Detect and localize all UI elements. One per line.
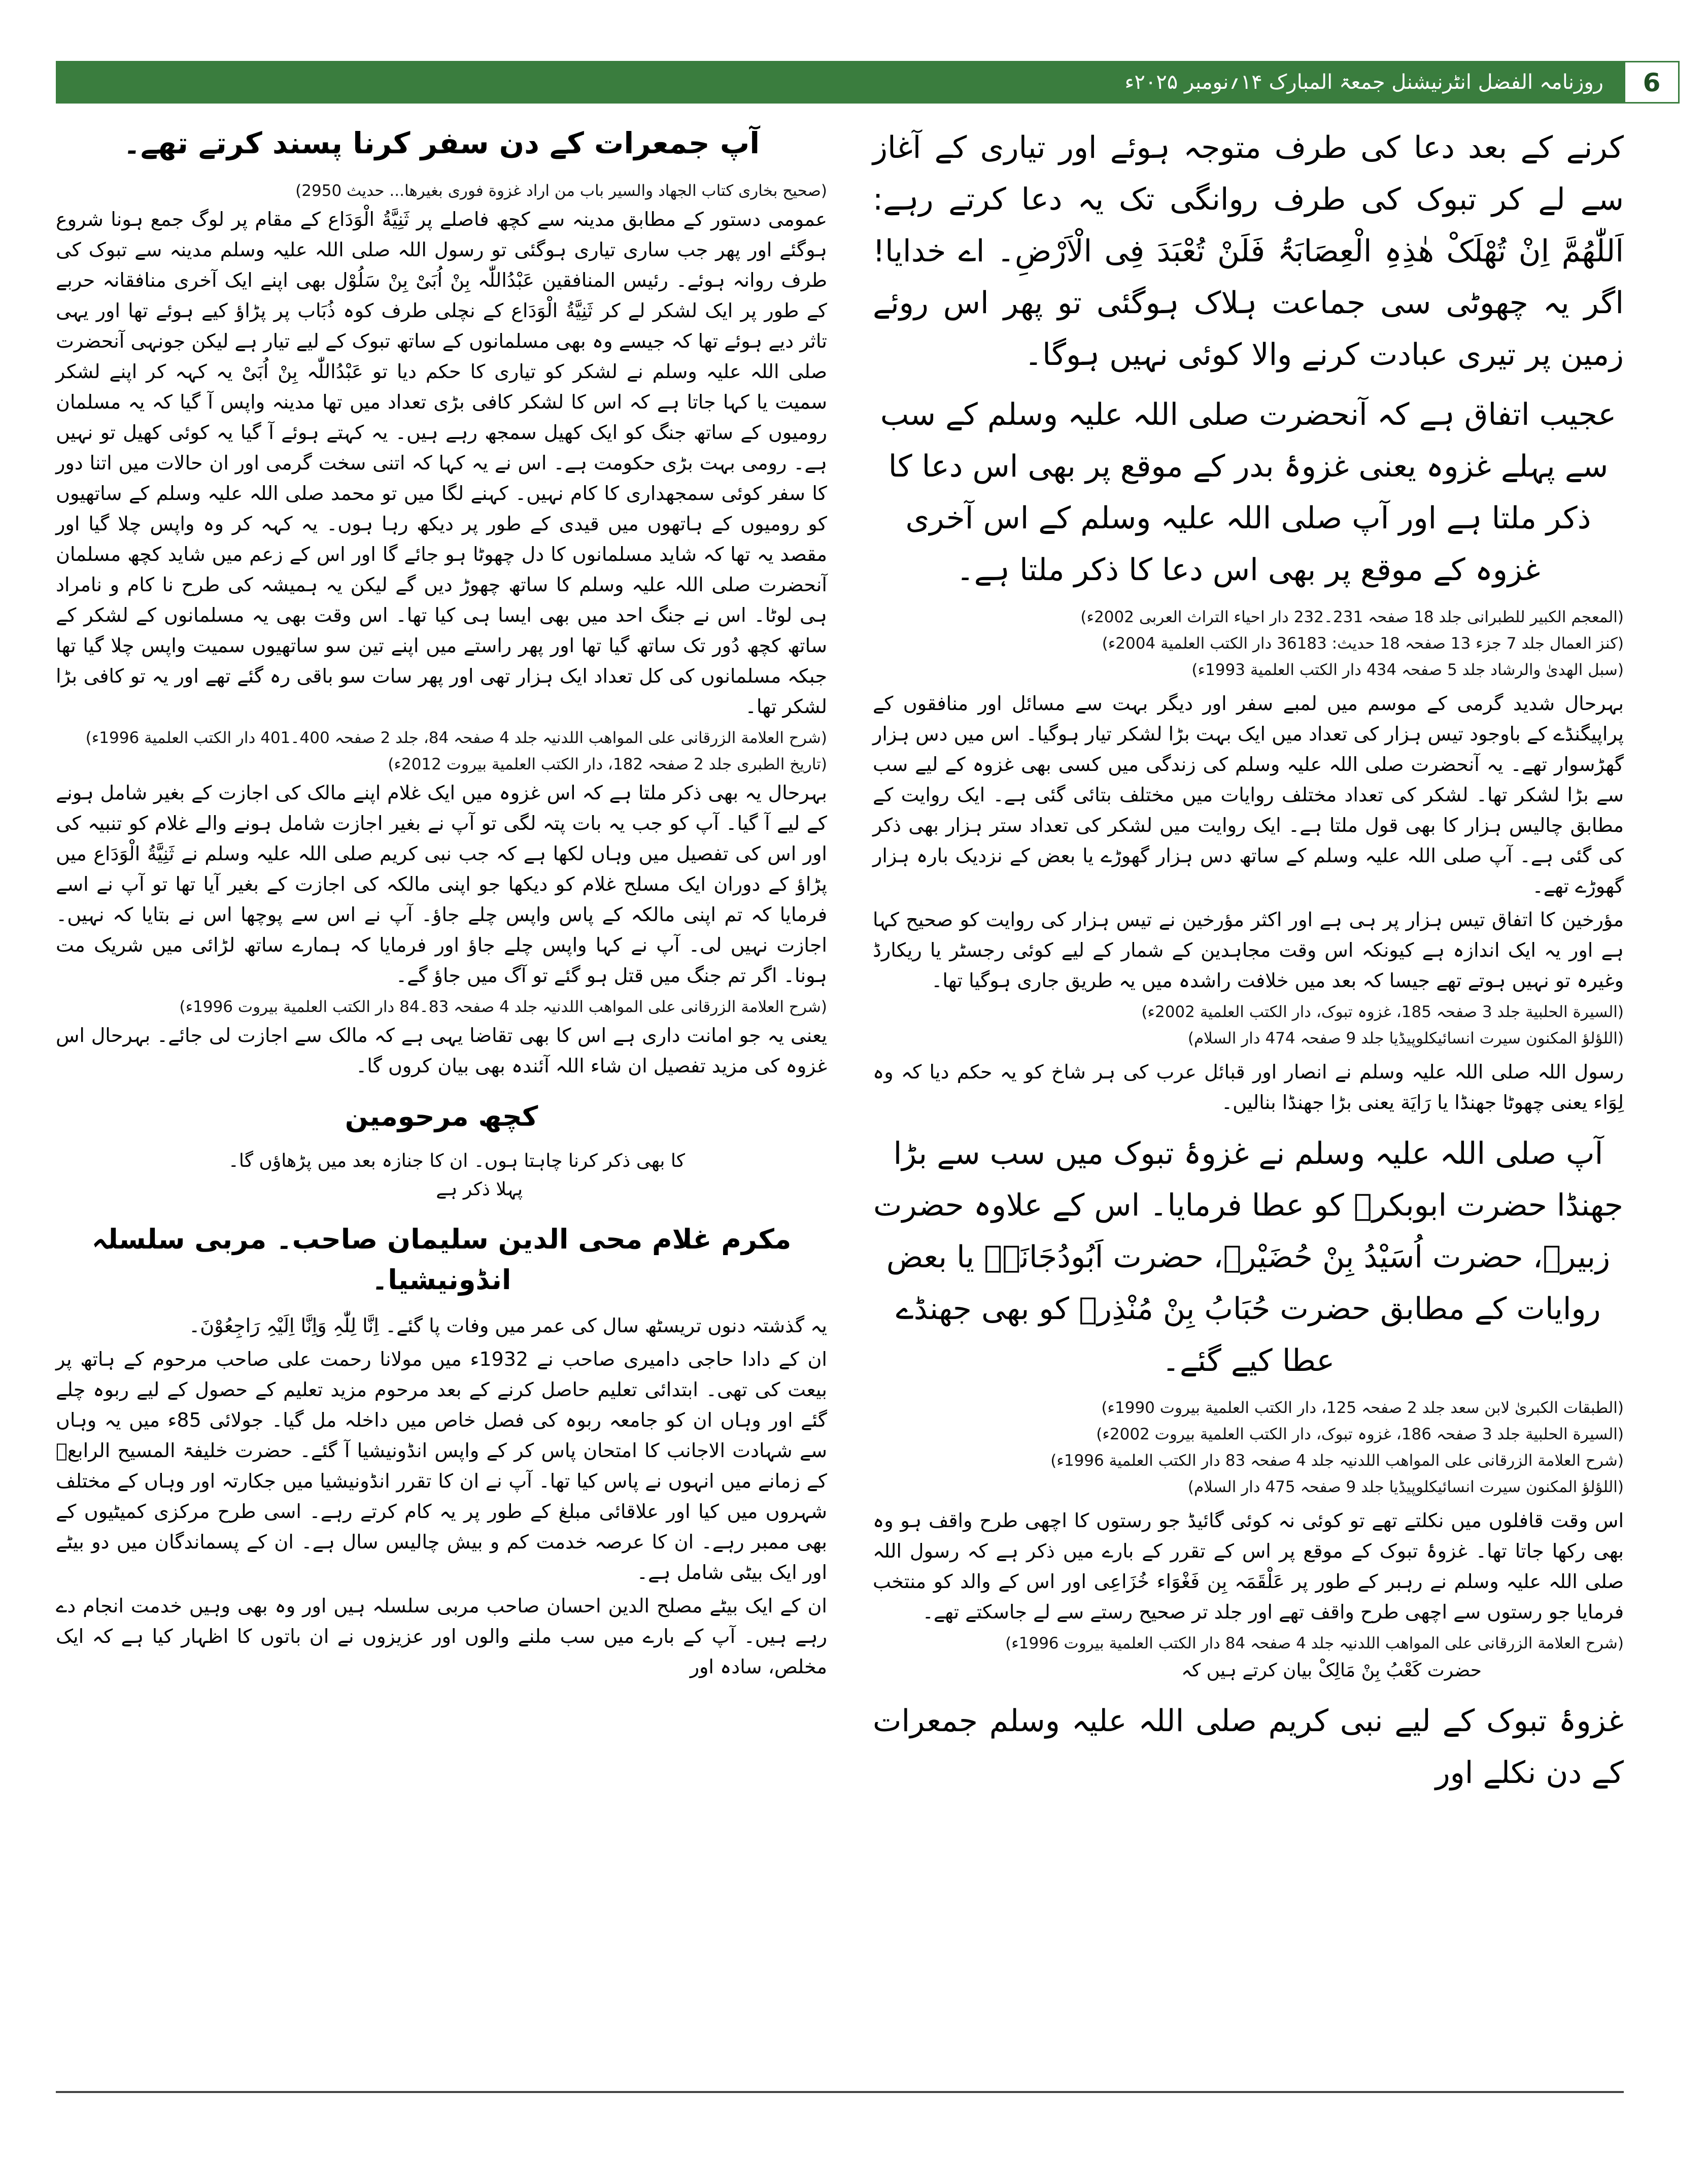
right-column bbox=[873, 122, 1624, 2076]
reference: (صحیح بخاری کتاب الجھاد والسیر باب من اراد غزوة فوری بغیرھا... حدیث 2950) bbox=[295, 182, 827, 200]
body-paragraph: حضرت کَعْبُ بِنْ مَالِکْ بیان کرتے ہیں کہ bbox=[1181, 1660, 1482, 1681]
reference: (شرح العلامة الزرقانی علی المواھب اللدنیہ جلد 4 صفحہ 83 دار الکتب العلمیة 1996ء) bbox=[1050, 1452, 1624, 1470]
reference: (السیرة الحلبیة جلد 3 صفحہ 186، غزوہ تبوک، دار الکتب العلمیة بیروت 2002ء) bbox=[1096, 1425, 1624, 1443]
body-paragraph: کا بھی ذکر کرنا چاہتا ہوں۔ ان کا جنازہ بعد میں پڑھاؤں گا۔ bbox=[228, 1151, 685, 1171]
reference: (اللؤلؤ المکنون سیرت انسائیکلوپیڈیا جلد 9 صفحہ 474 دار السلام) bbox=[1187, 1029, 1624, 1048]
body-paragraph: مؤرخین کا اتفاق تیس ہزار پر ہی ہے اور اکثر مؤرخین نے تیس ہزار کی روایت کو صحیح کہا ہے اور یہ ایک اندازہ ہے کیونکہ اس وقت مجاہدین کے شمار کے لیے کوئی رجسٹر یا ریکارڈ وغیرہ تو نہیں ہوتے تھے جیسا کہ بعد میں خلافت راشدہ میں یہ طریق جاری ہوگیا تھا۔ bbox=[873, 908, 1624, 992]
lead-paragraph: عجیب اتفاق ہے کہ آنحضرت صلی اللہ علیہ وسلم کے سب سے پہلے غزوہ یعنی غزوۂ بدر کے موقع پر بھی اس دعا کا ذکر ملتا ہے اور آپ صلی اللہ علیہ وسلم کے اس آخری غزوہ کے موقع پر بھی اس دعا کا ذکر ملتا ہے۔ bbox=[880, 397, 1617, 588]
reference: (شرح العلامة الزرقانی علی المواھب اللدنیہ جلد 4 صفحہ 83۔84 دار الکتب العلمیة بیروت 1996ء) bbox=[179, 998, 827, 1016]
obituary-heading: مکرم غلام محی الدین سلیمان صاحب۔ مربی سلسلہ انڈونیشیا۔ bbox=[91, 1223, 792, 1296]
section-heading: کچھ مرحومین bbox=[345, 1100, 538, 1132]
reference: (شرح العلامة الزرقانی علی المواھب اللدنیہ جلد 4 صفحہ 84 دار الکتب العلمیة بیروت 1996ء) bbox=[1005, 1634, 1624, 1653]
reference: (شرح العلامة الزرقانی علی المواھب اللدنیہ جلد 4 صفحہ 84، جلد 2 صفحہ 400۔401 دار الکتب العلمیة 1996ء) bbox=[85, 729, 827, 747]
section-heading: آپ جمعرات کے دن سفر کرنا پسند کرتے تھے۔ bbox=[123, 126, 760, 160]
reference: (الطبقات الکبریٰ لابن سعد جلد 2 صفحہ 125، دار الکتب العلمیة بیروت 1990ء) bbox=[1101, 1399, 1624, 1417]
reference: (سبل الھدیٰ والرشاد جلد 5 صفحہ 434 دار الکتب العلمیة 1993ء) bbox=[1191, 661, 1624, 679]
reference: (السیرة الحلبیة جلد 3 صفحہ 185، غزوہ تبوک، دار الکتب العلمیة 2002ء) bbox=[1141, 1003, 1624, 1021]
body-paragraph: بہرحال یہ بھی ذکر ملتا ہے کہ اس غزوہ میں ایک غلام اپنے مالک کی اجازت کے بغیر شامل ہونے کے لیے آ گیا۔ آپ کو جب یہ بات پتہ لگی تو آپ نے بغیر اجازت شامل ہونے والے غلام کو تنبیہ کی اور اس کی تفصیل میں وہاں لکھا ہے کہ جب نبی کریم صلی اللہ علیہ وسلم نے ثَنِیَّةُ الْوَدَاع میں پڑاؤ کے دوران ایک مسلح غلام کو دیکھا جو اپنی مالکہ کی اجازت کے بغیر آیا تھا تو آپ نے اسے فرمایا کہ تم اپنی مالکہ کے پاس واپس چلے جاؤ۔ آپ نے اس سے پوچھا اس نے بتایا کہ نہیں۔ اجازت نہیں لی۔ آپ نے کہا واپس چلے جاؤ اور فرمایا کہ ہمارے ساتھ لڑائی میں شریک مت ہونا۔ اگر تم جنگ میں قتل ہو گئے تو آگ میں جاؤ گے۔ bbox=[56, 782, 827, 987]
reference: (اللؤلؤ المکنون سیرت انسائیکلوپیڈیا جلد 9 صفحہ 475 دار السلام) bbox=[1187, 1478, 1624, 1496]
lead-paragraph: آپ صلی اللہ علیہ وسلم نے غزوۂ تبوک میں سب سے بڑا جھنڈا حضرت ابوبکرؓ کو عطا فرمایا۔ اس کے علاوہ حضرت زبیرؓ، حضرت اُسَیْدُ بِنْ حُضَیْرؓ، حضرت اَبُودُجَانَہؓ یا بعض روایات کے مطابق حضرت حُبَابُ بِنْ مُنْذِرؓ کو بھی جھنڈے عطا کیے گئے۔ bbox=[873, 1136, 1623, 1378]
bottom-rule bbox=[56, 2091, 1624, 2093]
body-paragraph: رسول اللہ صلی اللہ علیہ وسلم نے انصار اور قبائل عرب کی ہر شاخ کو یہ حکم دیا کہ وہ لِوَاء یعنی چھوٹا جھنڈا یا رَایَة یعنی بڑا جھنڈا بنالیں۔ bbox=[873, 1061, 1624, 1114]
page-number: 6 bbox=[1624, 61, 1680, 104]
body-paragraph: اس وقت قافلوں میں نکلتے تھے تو کوئی نہ کوئی گائیڈ جو رستوں کا اچھی طرح واقف ہو وہ بھی رکھا جاتا تھا۔ غزوۂ تبوک کے موقع پر اس کے تقرر کے بارے میں ذکر ہے کہ رسول اللہ صلی اللہ علیہ وسلم نے رہبر کے طور پر عَلْقَمَہ بِن فَغْوَاء خُزَاعِی اور اس کے والد کو منتخب فرمایا جو رستوں سے اچھی طرح واقف تھے اور جلد تر صحیح رستے سے لے جاسکتے تھے۔ bbox=[873, 1509, 1624, 1623]
lead-paragraph: غزوۂ تبوک کے لیے نبی کریم صلی اللہ علیہ وسلم جمعرات کے دن نکلے اور bbox=[873, 1703, 1624, 1791]
header-bar bbox=[56, 61, 1661, 104]
newspaper-header-title: روزنامہ الفضل انٹرنیشنل جمعۃ المبارک ۱۴؍نومبر ۲۰۲۵ء bbox=[1124, 71, 1603, 94]
body-paragraph: یعنی یہ جو امانت داری ہے اس کا بھی تقاضا یہی ہے کہ مالک سے اجازت لی جائے۔ بہرحال اس غزوہ کی مزید تفصیل ان شاء اللہ آئندہ بھی بیان کروں گا۔ bbox=[56, 1024, 827, 1077]
left-column bbox=[56, 122, 827, 2076]
reference: (المعجم الکبیر للطبرانی جلد 18 صفحہ 231۔232 دار احیاء التراث العربی 2002ء) bbox=[1080, 608, 1624, 626]
body-paragraph: عمومی دستور کے مطابق مدینہ سے کچھ فاصلے پر ثَنِیَّةُ الْوَدَاع کے مقام پر لوگ جمع ہونا شروع ہوگئے اور پھر جب ساری تیاری ہوگئی تو رسول اللہ صلی اللہ علیہ وسلم مدینہ سے تبوک کی طرف روانہ ہوئے۔ رئیس المنافقین عَبْدُاللّٰہ بِنْ اُبَیْ بِنْ سَلُوْل بھی اپنے ایک آخری منافقانہ حربے کے طور پر ایک لشکر لے کر ثَنِیَّةُ الْوَدَاع کے نچلی طرف کوہ ذُبَاب پر پڑاؤ کیے ہوئے تھا اور یہی تاثر دیے ہوئے تھا کہ جیسے وہ بھی مسلمانوں کے ساتھ تبوک کے لیے تیار ہے لیکن جونہی آنحضرت صلی اللہ علیہ وسلم نے لشکر کو تیاری کا حکم دیا تو عَبْدُاللّٰہ بِنْ اُبَیْ یہ کہہ کر اپنے لشکر سمیت یا کہا جاتا ہے کہ اس کا لشکر کافی بڑی تعداد میں تھا مدینہ واپس آ گیا کہ یہ مسلمان رومیوں کے ساتھ جنگ کو ایک کھیل سمجھ رہے ہیں۔ یہ کہتے ہوئے آ گیا یہ کوئی کھیل تو نہیں ہے۔ رومی بہت بڑی حکومت ہے۔ اس نے یہ کہا کہ اتنی سخت گرمی اور ان حالات میں اتنا دور کا سفر کوئی سمجھداری کا کام نہیں۔ کہنے لگا میں تو محمد صلی اللہ علیہ وسلم کے ساتھیوں کو رومیوں کے ہاتھوں میں قیدی کے طور پر دیکھ رہا ہوں۔ یہ کہہ کر وہ واپس چلا گیا اور مقصد یہ تھا کہ شاید مسلمانوں کا دل چھوٹا ہو جائے گا اور اس کے زعم میں شاید کچھ مسلمان آنحضرت صلی اللہ علیہ وسلم کا ساتھ چھوڑ دیں گے لیکن یہ ہمیشہ کی طرح نا کام و نامراد ہی لوٹا۔ اس نے جنگ احد میں بھی ایسا ہی کیا تھا۔ اس وقت بھی یہ مسلمانوں کے لشکر کے ساتھ کچھ دُور تک ساتھ گیا تھا اور پھر راستے میں اپنے تین سو ساتھیوں سمیت واپس چلا گیا تھا جبکہ مسلمانوں کی کل تعداد ایک ہزار تھی اور پھر سات سو باقی رہ گئے تھے اور یہ تو کافی بڑا لشکر تھا۔ bbox=[56, 208, 827, 718]
lead-paragraph: کرنے کے بعد دعا کی طرف متوجہ ہوئے اور تیاری کے آغاز سے لے کر تبوک کی طرف روانگی تک یہ دعا کرتے رہے: اَللّٰھُمَّ اِنْ تُھْلَکْ ھٰذِہِ الْعِصَابَۃُ فَلَنْ تُعْبَدَ فِی الْاَرْضِ۔ اے خدایا! اگر یہ چھوٹی سی جماعت ہلاک ہوگئی تو پھر اس روئے زمین پر تیری عبادت کرنے والا کوئی نہیں ہوگا۔ bbox=[873, 130, 1624, 373]
reference: (کنز العمال جلد 7 جزء 13 صفحہ 18 حدیث: 36183 دار الکتب العلمیة 2004ء) bbox=[1102, 634, 1624, 653]
body-paragraph: بہرحال شدید گرمی کے موسم میں لمبے سفر اور دیگر بہت سے مسائل اور منافقوں کے پراپیگنڈے کے باوجود تیس ہزار کی تعداد میں ایک بہت بڑا لشکر تیار ہوگیا۔ اس میں دس ہزار گھڑسوار تھے۔ یہ آنحضرت صلی اللہ علیہ وسلم کی زندگی میں کسی بھی غزوہ کے لیے سب سے بڑا لشکر تھا۔ لشکر کی تعداد مختلف روایات میں مختلف بتائی گئی ہے۔ ایک روایت کے مطابق چالیس ہزار کا بھی قول ملتا ہے۔ ایک روایت میں لشکر کی تعداد ستر ہزار بھی ذکر کی گئی ہے۔ آپ صلی اللہ علیہ وسلم کے ساتھ دس ہزار گھوڑے یا بعض کے نزدیک بارہ ہزار گھوڑے تھے۔ bbox=[873, 692, 1624, 897]
body-paragraph: یہ گذشتہ دنوں تریسٹھ سال کی عمر میں وفات پا گئے۔ اِنَّا لِلّٰہِ وَاِنَّا اِلَیْہِ رَاجِعُوْنَ۔ bbox=[188, 1314, 827, 1337]
body-paragraph: ان کے ایک بیٹے مصلح الدین احسان صاحب مربی سلسلہ ہیں اور وہ بھی وہیں خدمت انجام دے رہے ہیں۔ آپ کے بارے میں سب ملنے والوں اور عزیزوں نے ان باتوں کا اظہار کیا ہے کہ ایک مخلص، سادہ اور bbox=[56, 1595, 827, 1678]
body-paragraph: ان کے دادا حاجی دامیری صاحب نے 1932ء میں مولانا رحمت علی صاحب مرحوم کے ہاتھ پر بیعت کی تھی۔ ابتدائی تعلیم حاصل کرنے کے بعد مرحوم مزید تعلیم کے حصول کے لیے ربوہ چلے گئے اور وہاں ان کو جامعہ ربوہ کی فصل خاص میں داخلہ مل گیا۔ جولائی 85ء میں یہ وہاں سے شہادت الاجانب کا امتحان پاس کر کے واپس انڈونیشیا آ گئے۔ حضرت خلیفۃ المسیح الرابعؒ کے زمانے میں انہوں نے پاس کیا تھا۔ آپ نے ان کا تقرر انڈونیشیا میں جکارتہ اور وہاں کے مختلف شہروں میں کیا اور علاقائی مبلغ کے طور پر یہ کام کرتے رہے۔ اسی طرح مرکزی کمیٹیوں کے بھی ممبر رہے۔ ان کا عرصہ خدمت کم و بیش چالیس سال ہے۔ ان کے پسماندگان میں دو بیٹے اور ایک بیٹی شامل ہے۔ bbox=[56, 1348, 827, 1583]
body-paragraph: پہلا ذکر ہے bbox=[436, 1179, 523, 1200]
reference: (تاریخ الطبری جلد 2 صفحہ 182، دار الکتب العلمیة بیروت 2012ء) bbox=[388, 755, 827, 773]
